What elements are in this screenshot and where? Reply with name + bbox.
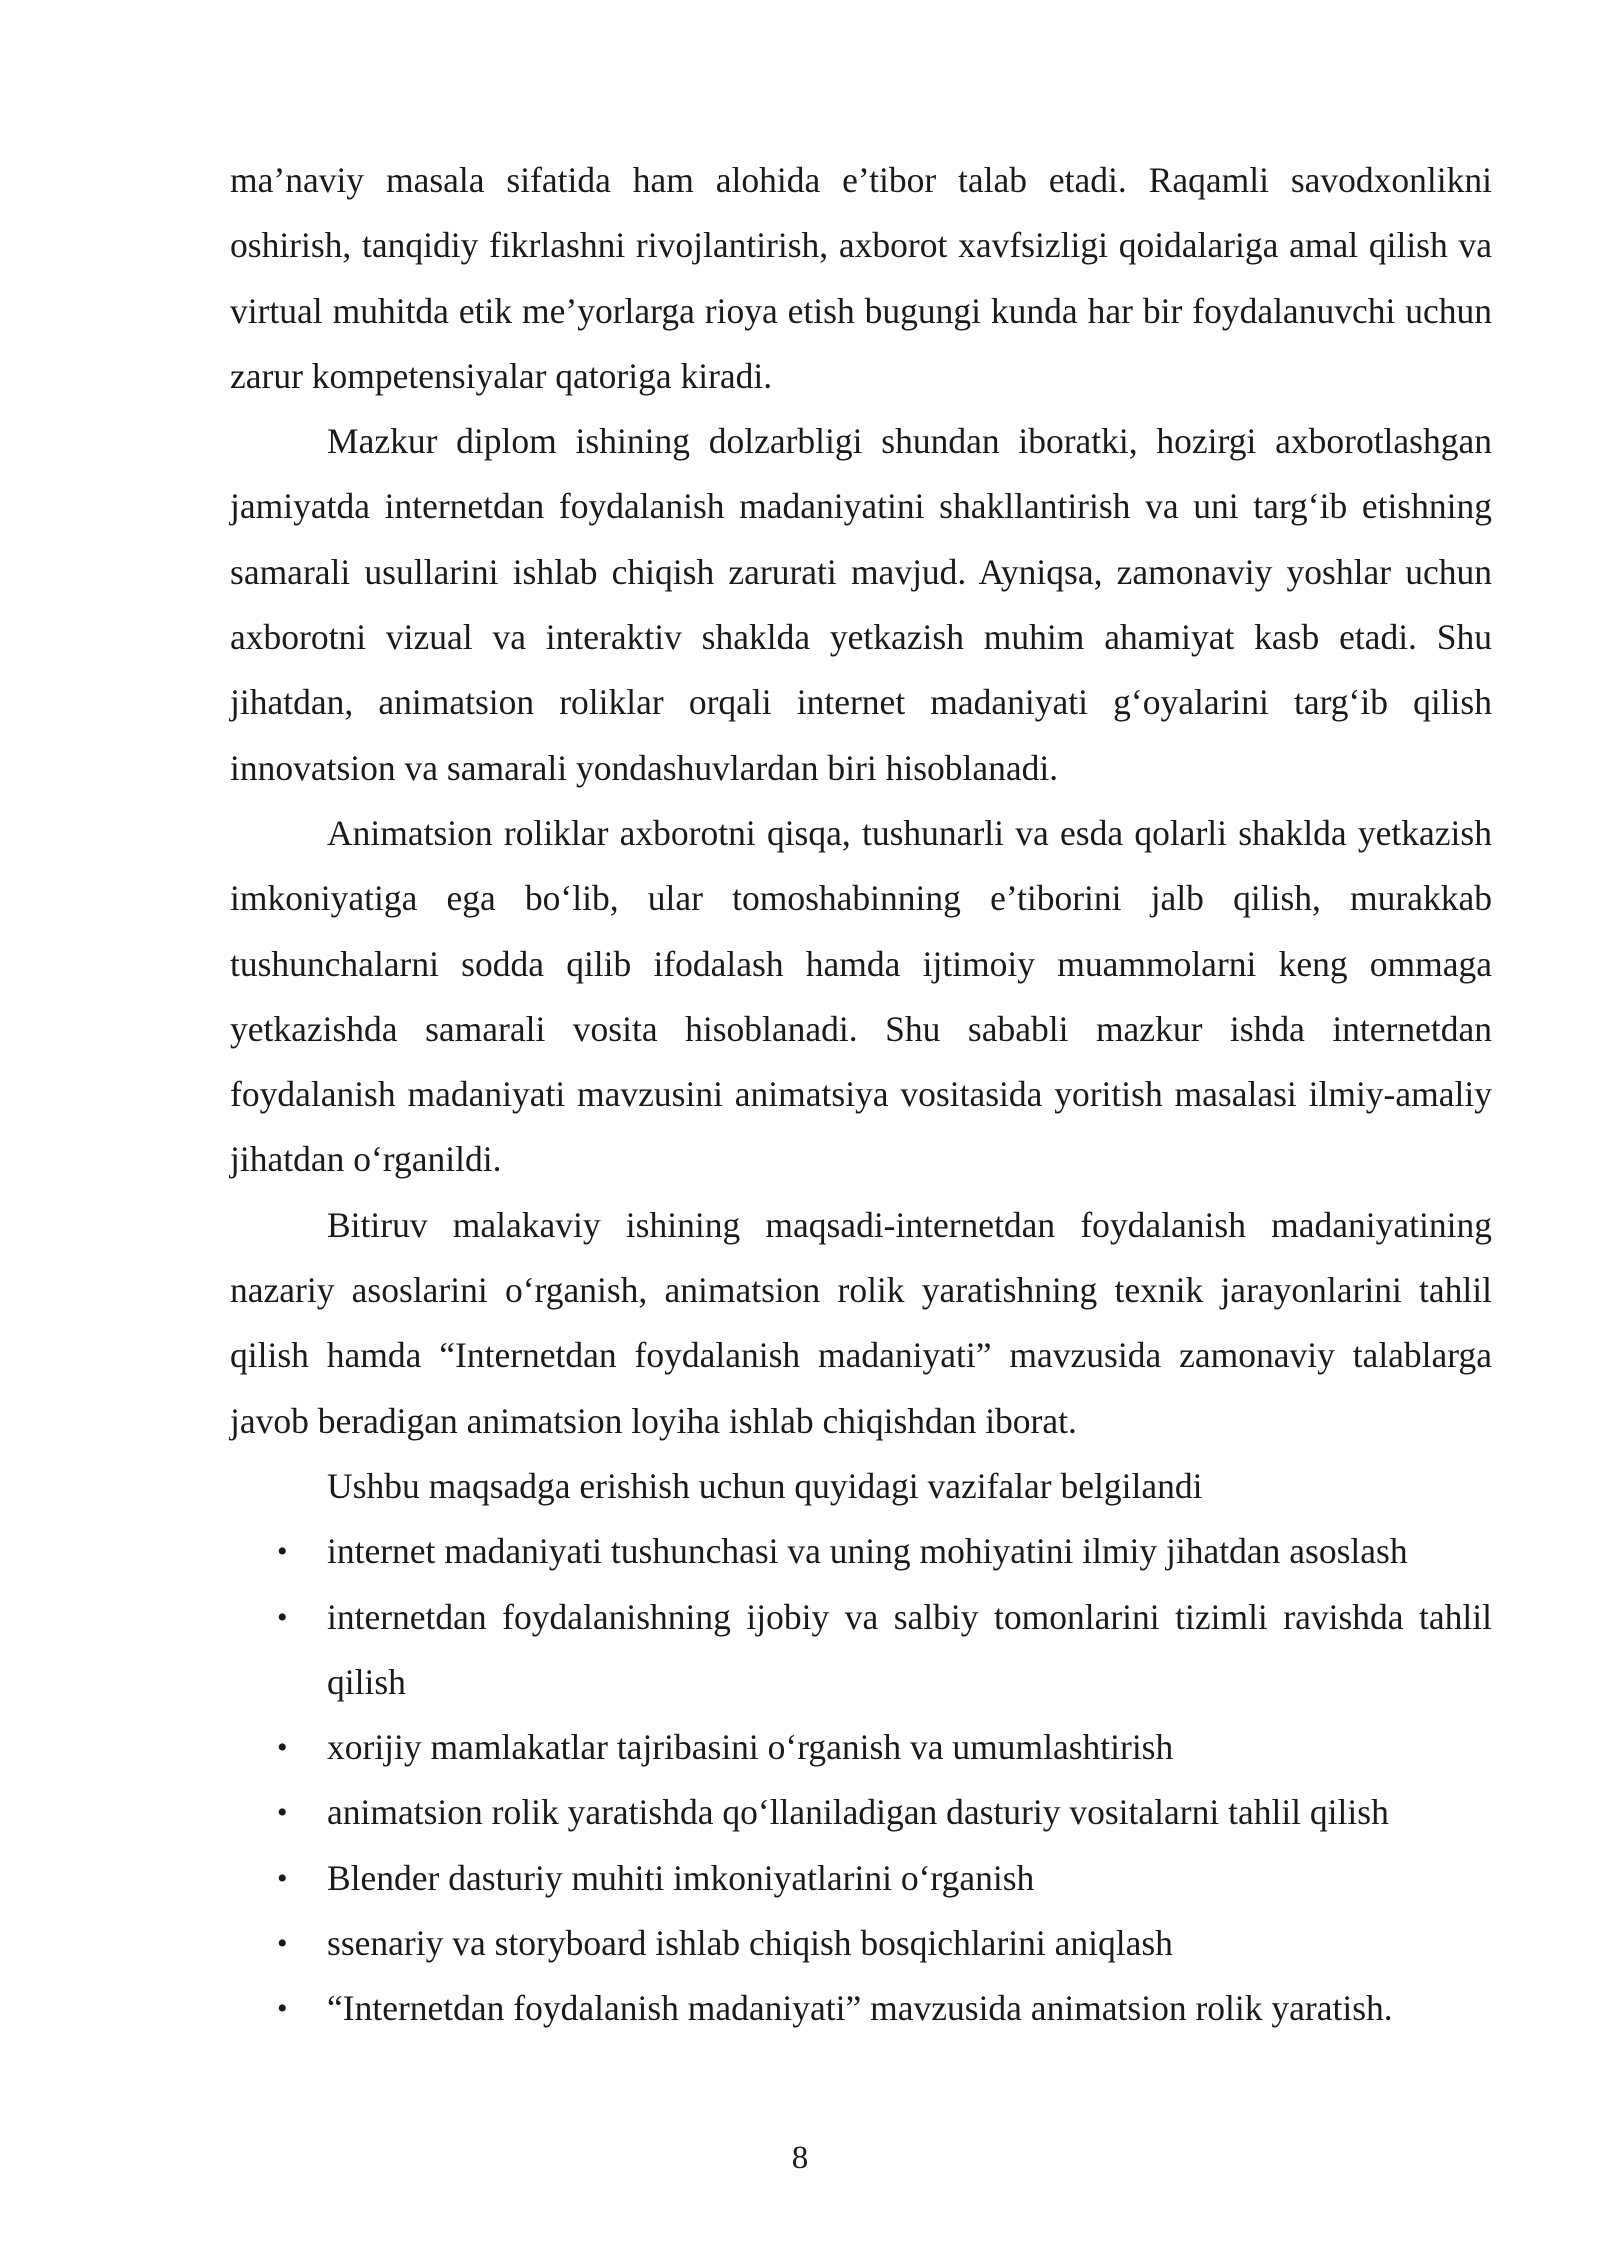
list-item-text: Blender dasturiy muhiti imkoniyatlarini o‘rganish [327, 1857, 1035, 1898]
list-item [230, 1715, 1492, 1780]
bullet-icon: • [277, 1796, 288, 1830]
paragraph-relevance: Mazkur diplom ishining dolzarbligi shundan iboratki, hozirgi axborotlashgan jamiyatda internetdan foydalanish madaniyatini shakllantirish va uni targ‘ib etishning samarali usullarini ishlab chiqish zarurati mavjud. Ayniqsa, zamonaviy yoshlar uchun axborotni vizual va interaktiv shaklda yetkazish muhim ahamiyat kasb etadi. Shu jihatdan, animatsion roliklar orqali internet madaniyati g‘oyalarini targ‘ib qilish innovatsion va samarali yondashuvlardan biri hisoblanadi. [230, 421, 1492, 788]
tasks-list [230, 1519, 1492, 2041]
page-number: 8 [791, 2140, 809, 2176]
bullet-icon: • [277, 1992, 288, 2026]
list-item-text: ssenariy va storyboard ishlab chiqish bosqichlarini aniqlash [327, 1923, 1173, 1964]
bullet-icon: • [277, 1927, 288, 1961]
list-item-text: internetdan foydalanishning ijobiy va salbiy tomonlarini tizimli ravishda tahlil qilish [327, 1596, 1492, 1702]
paragraph-animation: Animatsion roliklar axborotni qisqa, tushunarli va esda qolarli shaklda yetkazish imkoniyatiga ega bo‘lib, ular tomoshabinning e’tiborini jalb qilish, murakkab tushunchalarni sodda qilib ifodalash hamda ijtimoiy muammolarni keng ommaga yetkazishda samarali vosita hisoblanadi. Shu sababli mazkur ishda internetdan foydalanish madaniyati mavzusini animatsiya vositasida yoritish masalasi ilmiy-amaliy jihatdan o‘rganildi. [230, 812, 1492, 1180]
paragraph-continuation: ma’naviy masala sifatida ham alohida e’tibor talab etadi. Raqamli savodxonlikni oshirish, tanqidiy fikrlashni rivojlantirish, axborot xavfsizligi qoidalariga amal qilish va virtual muhitda etik me’yorlarga rioya etish bugungi kunda har bir foydalanuvchi uchun zarur kompetensiyalar qatoriga kiradi. [230, 160, 1492, 396]
list-item-text: xorijiy mamlakatlar tajribasini o‘rganish va umumlashtirish [327, 1727, 1174, 1768]
list-item-text: internet madaniyati tushunchasi va uning mohiyatini ilmiy jihatdan asoslash [327, 1531, 1408, 1572]
list-item [230, 1585, 1492, 1716]
list-item-text: animatsion rolik yaratishda qo‘llaniladigan dasturiy vositalarni tahlil qilish [327, 1792, 1389, 1833]
bullet-icon: • [277, 1600, 288, 1634]
list-item-text: “Internetdan foydalanish madaniyati” mavzusida animatsion rolik yaratish. [327, 1988, 1393, 2029]
list-item [230, 1780, 1492, 1845]
paragraph-goal: Bitiruv malakaviy ishining maqsadi-internetdan foydalanish madaniyatining nazariy asoslarini o‘rganish, animatsion rolik yaratishning texnik jarayonlarini tahlil qilish hamda “Internetdan foydalanish madaniyati” mavzusida zamonaviy talablarga javob beradigan animatsion loyiha ishlab chiqishdan iborat. [230, 1204, 1492, 1441]
list-item [230, 1911, 1492, 1976]
bullet-icon: • [277, 1535, 288, 1569]
document-page [230, 148, 1492, 2042]
list-item [230, 1519, 1492, 1584]
bullet-icon: • [277, 1731, 288, 1765]
list-item [230, 1976, 1492, 2041]
tasks-intro: Ushbu maqsadga erishish uchun quyidagi vazifalar belgilandi [327, 1465, 1203, 1506]
bullet-icon: • [277, 1861, 288, 1895]
list-item [230, 1846, 1492, 1911]
